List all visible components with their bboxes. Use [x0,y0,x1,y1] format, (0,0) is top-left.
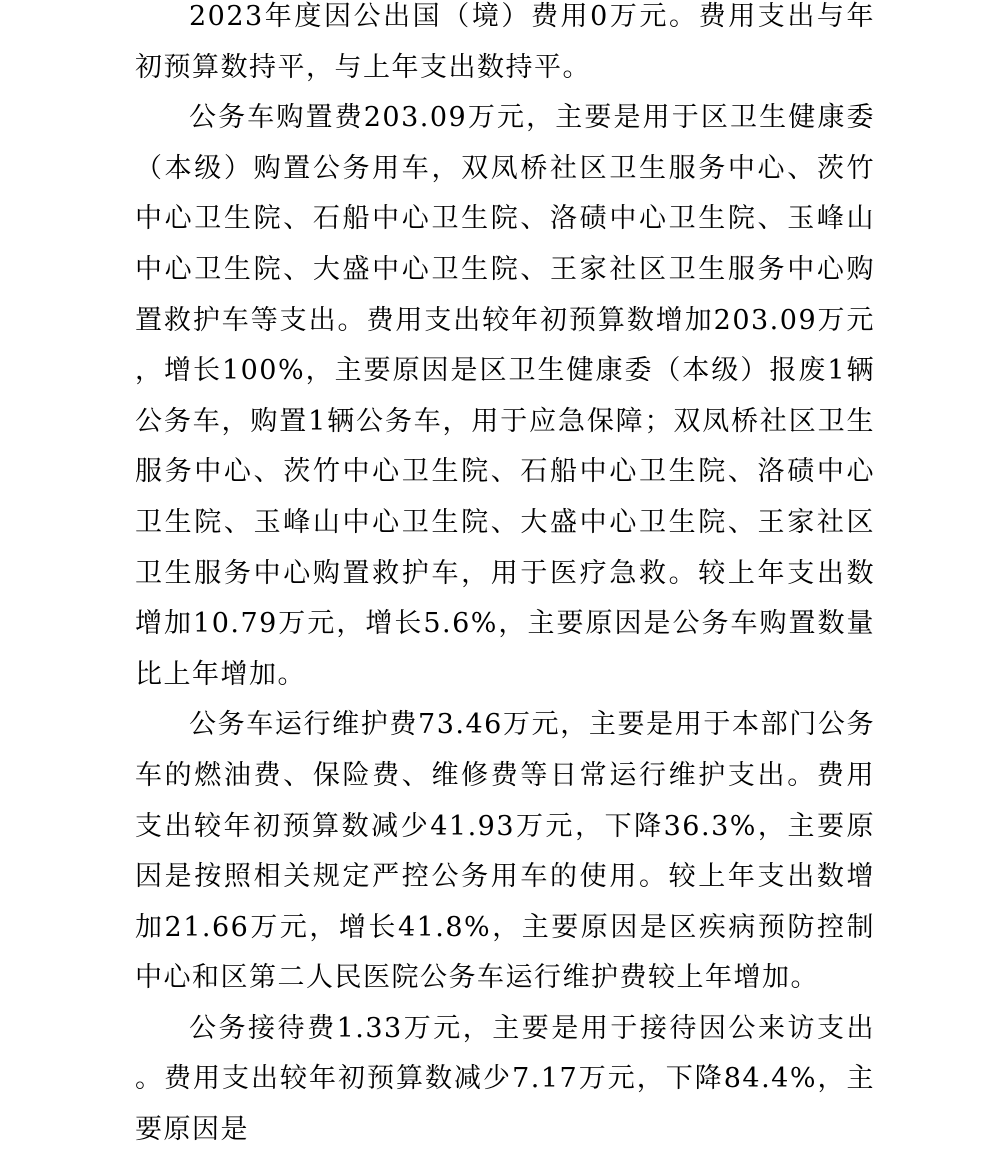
paragraph-vehicle-maintenance-expense: 公务车运行维护费73.46万元，主要是用于本部门公务车的燃油费、保险费、维修费等日常运行维护支出。费用支出较年初预算数减少41.93万元，下降36.3%，主要原因是按照相关规定严控公务用车的使用。较上年支出数增加21.66万元，增长41.8%，主要原因是区疾病预防控制中心和区第二人民医院公务车运行维护费较上年增加。 [135,709,875,994]
paragraph-vehicle-purchase-expense: 公务车购置费203.09万元，主要是用于区卫生健康委（本级）购置公务用车，双凤桥社区卫生服务中心、茨竹中心卫生院、石船中心卫生院、洛碛中心卫生院、玉峰山中心卫生院、大盛中心卫生院、王家社区卫生服务中心购置救护车等支出。费用支出较年初预算数增加203.09万元，增长100%，主要原因是区卫生健康委（本级）报废1辆公务车，购置1辆公务车，用于应急保障；双凤桥社区卫生服务中心、茨竹中心卫生院、石船中心卫生院、洛碛中心卫生院、玉峰山中心卫生院、大盛中心卫生院、王家社区卫生服务中心购置救护车，用于医疗急救。较上年支出数增加10.79万元，增长5.6%，主要原因是公务车购置数量比上年增加。 [135,102,875,690]
document-page [135,0,875,1156]
paragraph-reception-expense: 公务接待费1.33万元，主要是用于接待因公来访支出。费用支出较年初预算数减少7.17万元，下降84.4%，主要原因是 [135,1012,875,1146]
paragraph-overseas-travel-expense: 2023年度因公出国（境）费用0万元。费用支出与年初预算数持平，与上年支出数持平。 [135,1,875,83]
